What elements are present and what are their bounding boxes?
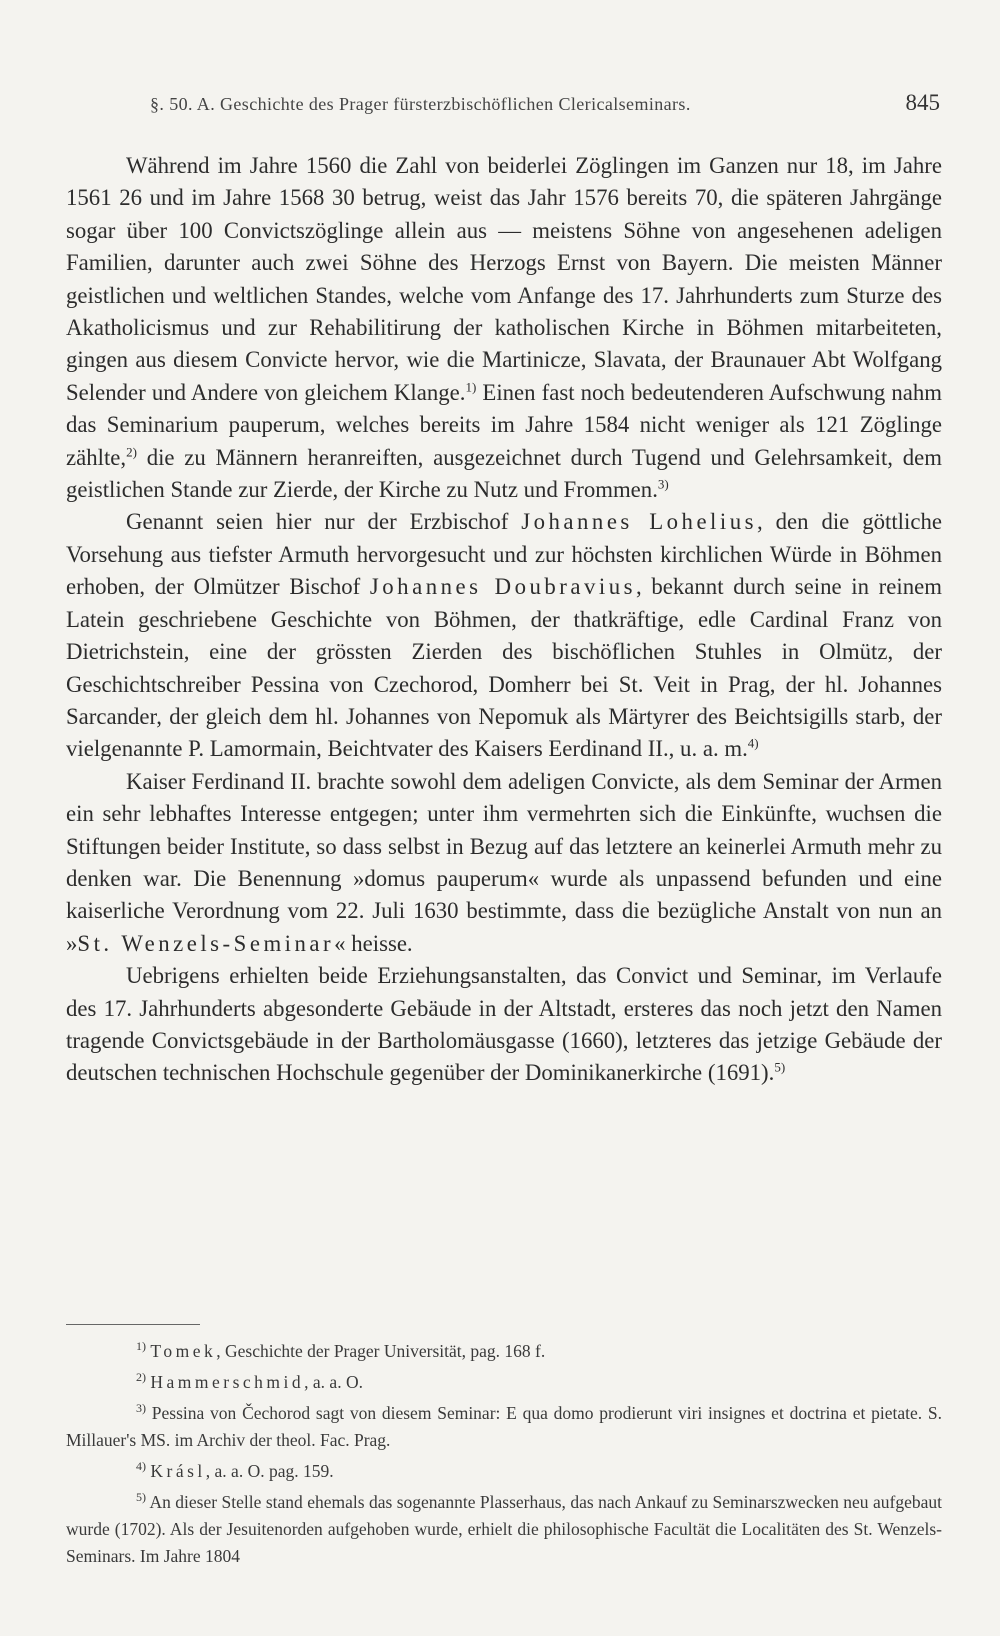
paragraph-text: Genannt seien hier nur der Erzbischof bbox=[126, 509, 522, 535]
footnote-text: , a. a. O. pag. 159. bbox=[205, 1461, 334, 1481]
footnote-text: Pessina von Čechorod sagt von diesem Seminar: E qua domo prodierunt viri insignes et doctrina et pietate. S. Millauer's MS. im Archiv der theol. Fac. Prag. bbox=[66, 1403, 942, 1450]
footnote-ref: 1) bbox=[465, 379, 477, 395]
footnote-5 bbox=[66, 1489, 942, 1570]
running-head bbox=[66, 90, 942, 120]
paragraph-text: Kaiser Ferdinand II. brachte sowohl dem adeligen Convicte, als dem Seminar der Armen ein sehr lebhaftes Interesse entgegen; unter ihm vermehrten sich die Einkünfte, wuchsen die Stiftungen beider Institute, so dass selbst in Bezug auf das letztere an keinerlei Armuth mehr zu denken war. Die Benennung »domus pauperum« wurde als unpassend befunden und eine kaiserliche Verordnung vom 22. Juli 1630 bestimmte, dass die bezügliche Anstalt von nun an » bbox=[66, 768, 942, 956]
paragraph-text: « heisse. bbox=[334, 930, 413, 956]
footnote-number: 1) bbox=[136, 1339, 146, 1354]
body-text bbox=[66, 150, 942, 1090]
footnotes bbox=[66, 1338, 942, 1574]
spaced-name: Johannes Doubravius bbox=[369, 574, 637, 600]
paragraph-text: Während im Jahre 1560 die Zahl von beiderlei Zöglingen im Ganzen nur 18, im Jahre 1561 26 und im Jahre 1568 30 betrug, weist das Jahr 1576 bereits 70, die späteren Jahrgänge sogar über 100 Convictszöglinge allein aus — meistens Söhne von angesehenen adeligen Familien, darunter auch zwei Söhne des Herzogs Ernst von Bayern. Die meisten Männer geistlichen und weltlichen Standes, welche vom Anfange des 17. Jahrhunderts zum Sturze des Akatholicismus und zur Rehabilitirung der katholischen Kirche in Böhmen mitarbeiteten, gingen aus diesem Convicte hervor, wie die Martinicze, Slavata, der Braunauer Abt Wolfgang Selender und Andere von gleichem Klange. bbox=[66, 153, 942, 405]
footnote-author: Hammerschmid bbox=[150, 1372, 305, 1392]
page-number: 845 bbox=[905, 90, 940, 115]
footnote-text: , a. a. O. bbox=[304, 1372, 363, 1392]
footnote-ref: 4) bbox=[747, 735, 759, 751]
footnote-2 bbox=[66, 1369, 942, 1396]
footnote-number: 3) bbox=[136, 1401, 146, 1416]
paragraph-text: , bekannt durch seine in reinem Latein geschriebene Geschichte von Böhmen, der thatkräftige, edle Cardinal Franz von Dietrichstein, eine der grössten Zierden des bischöflichen Stuhles in Olmütz, der Geschichtschreiber Pessina von Czechorod, Domherr bei St. Veit in Prag, der hl. Johannes Sarcander, der gleich dem hl. Johannes von Nepomuk als Märtyrer des Beichtsigills starb, der vielgenannte P. Lamormain, Beichtvater des Kaisers Eerdinand II., u. a. m. bbox=[66, 574, 942, 762]
footnote-ref: 2) bbox=[126, 444, 137, 460]
paragraph-text: , den die göttliche Vorsehung aus tiefster Armuth hervorgesucht und zur höchsten kirchlichen Würde in Böhmen erhoben, der Olmützer Bischof bbox=[66, 509, 942, 600]
footnote-text: , Geschichte der Prager Universität, pag. 168 f. bbox=[216, 1341, 546, 1361]
footnote-text: An dieser Stelle stand ehemals das sogenannte Plasserhaus, das nach Ankauf zu Seminarszwecken neu aufgebaut wurde (1702). Als der Jesuitenorden aufgehoben wurde, erhielt die philosophische Facultät die Localitäten des St. Wenzels-Seminars. Im Jahre 1804 bbox=[66, 1492, 942, 1566]
footnote-number: 4) bbox=[136, 1459, 146, 1474]
footnote-ref: 5) bbox=[774, 1059, 786, 1075]
footnote-3 bbox=[66, 1400, 942, 1454]
footnote-4 bbox=[66, 1458, 942, 1485]
running-title: §. 50. A. Geschichte des Prager fürsterzbischöflichen Clericalseminars. bbox=[150, 94, 691, 114]
footnote-number: 2) bbox=[136, 1370, 146, 1385]
paragraph-1 bbox=[66, 150, 942, 506]
paragraph-text: Einen fast noch bedeutenderen Aufschwung nahm das Seminarium pauperum, welches bereits im Jahre 1584 nicht weniger als 121 Zöglinge zählte, bbox=[66, 379, 942, 470]
paragraph-4 bbox=[66, 960, 942, 1090]
footnote-number: 5) bbox=[136, 1490, 146, 1505]
footnote-author: Krásl bbox=[150, 1461, 206, 1481]
spaced-name: Johannes Lohelius bbox=[521, 509, 757, 535]
paragraph-text: die zu Männern heranreiften, ausgezeichnet durch Tugend und Gelehrsamkeit, dem geistlichen Stande zur Zierde, der Kirche zu Nutz und Frommen. bbox=[66, 444, 942, 503]
spaced-name: St. Wenzels-Seminar bbox=[77, 930, 335, 956]
footnote-author: Tomek bbox=[150, 1341, 217, 1361]
footnote-1 bbox=[66, 1338, 942, 1365]
paragraph-3 bbox=[66, 766, 942, 960]
paragraph-2 bbox=[66, 506, 942, 765]
footnote-ref: 3) bbox=[657, 476, 669, 492]
footnote-divider bbox=[66, 1324, 200, 1325]
paragraph-text: Uebrigens erhielten beide Erziehungsanstalten, das Convict und Seminar, im Verlaufe des 17. Jahrhunderts abgesonderte Gebäude in der Altstadt, ersteres das noch jetzt den Namen tragende Convictsgebäude in der Bartholomäusgasse (1660), letzteres das jetzige Gebäude der deutschen technischen Hochschule gegenüber der Dominikanerkirche (1691). bbox=[66, 963, 942, 1086]
